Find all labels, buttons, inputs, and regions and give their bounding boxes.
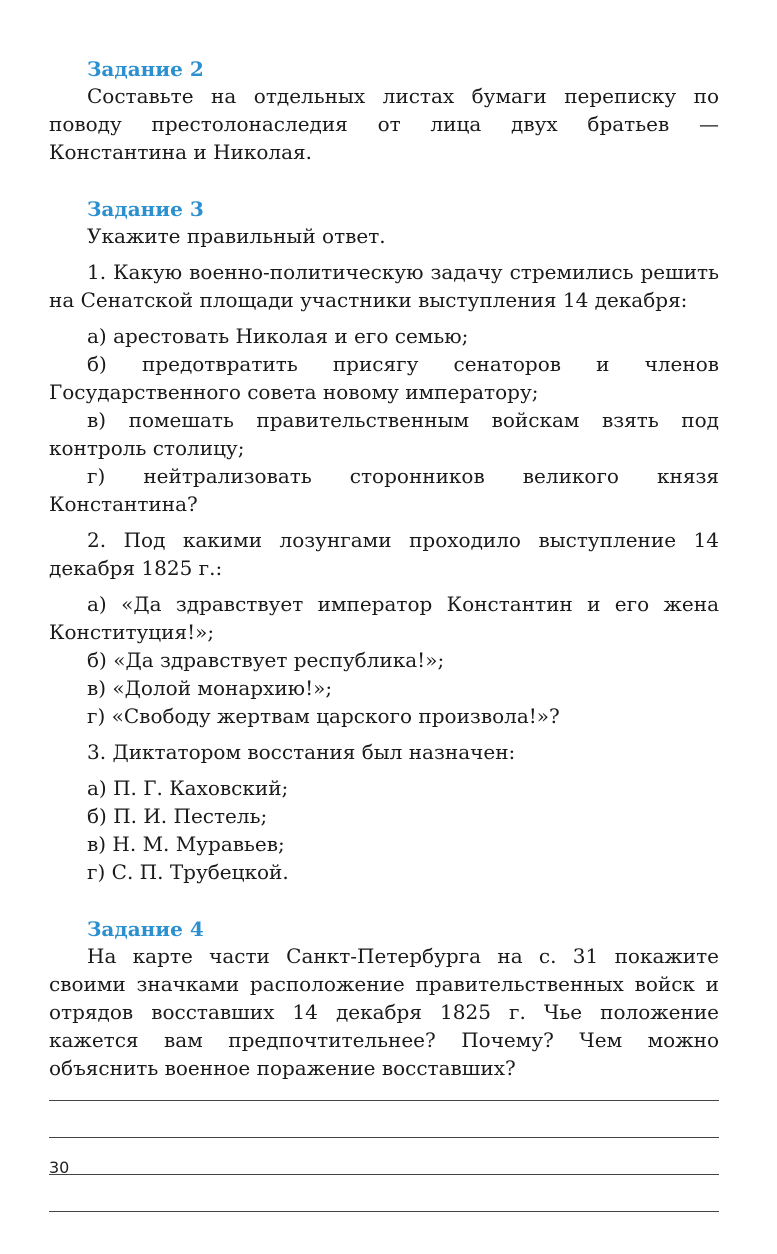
question-1-option-a: а) арестовать Николая и его семью;	[87, 324, 469, 348]
task-4-heading: Задание 4	[87, 917, 204, 941]
question-2-option-c: в) «Долой монархию!»;	[87, 676, 333, 700]
answer-lines	[49, 1100, 719, 1212]
question-3-option-c: в) Н. М. Муравьев;	[87, 832, 285, 856]
task-2-heading: Задание 2	[87, 57, 204, 81]
question-1: 1. Какую военно-политическую задачу стремились решить на Сенатской площади участники выступления 14 декабря:	[49, 260, 719, 312]
question-2: 2. Под какими лозунгами проходило выступление 14 декабря 1825 г.:	[49, 528, 719, 580]
question-3-option-a: а) П. Г. Каховский;	[87, 776, 289, 800]
task-2-text: Составьте на отдельных листах бумаги переписку по поводу престолонаследия от лица двух братьев — Константина и Николая.	[49, 84, 719, 164]
textbook-page	[49, 56, 719, 1248]
question-1-option-d: г) нейтрализовать сторонников великого князя Константина?	[49, 464, 719, 516]
question-2-option-a: а) «Да здравствует император Константин и его жена Конституция!»;	[49, 592, 719, 644]
task-3-intro: Укажите правильный ответ.	[87, 224, 386, 248]
task-3	[49, 196, 719, 886]
answer-line[interactable]	[49, 1137, 719, 1138]
task-4	[49, 916, 719, 1212]
task-3-heading: Задание 3	[87, 197, 204, 221]
task-4-text: На карте части Санкт-Петербурга на с. 31 покажите своими значками расположение правительственных войск и отрядов восставших 14 декабря 1825 г. Чье положение кажется вам предпочтительнее? Почему? Чем можно объяснить военное поражение восставших?	[49, 944, 719, 1080]
question-2-option-b: б) «Да здравствует республика!»;	[87, 648, 445, 672]
question-2-option-d: г) «Свободу жертвам царского произвола!»?	[87, 704, 560, 728]
question-3: 3. Диктатором восстания был назначен:	[87, 740, 516, 764]
page-number: 30	[49, 1158, 70, 1177]
question-3-option-d: г) С. П. Трубецкой.	[87, 860, 289, 884]
task-2	[49, 56, 719, 166]
question-1-option-b: б) предотвратить присягу сенаторов и членов Государственного совета новому императору;	[49, 352, 719, 404]
answer-line[interactable]	[49, 1211, 719, 1212]
answer-line[interactable]	[49, 1100, 719, 1101]
question-1-option-c: в) помешать правительственным войскам взять под контроль столицу;	[49, 408, 719, 460]
answer-line[interactable]	[49, 1174, 719, 1175]
question-3-option-b: б) П. И. Пестель;	[87, 804, 268, 828]
